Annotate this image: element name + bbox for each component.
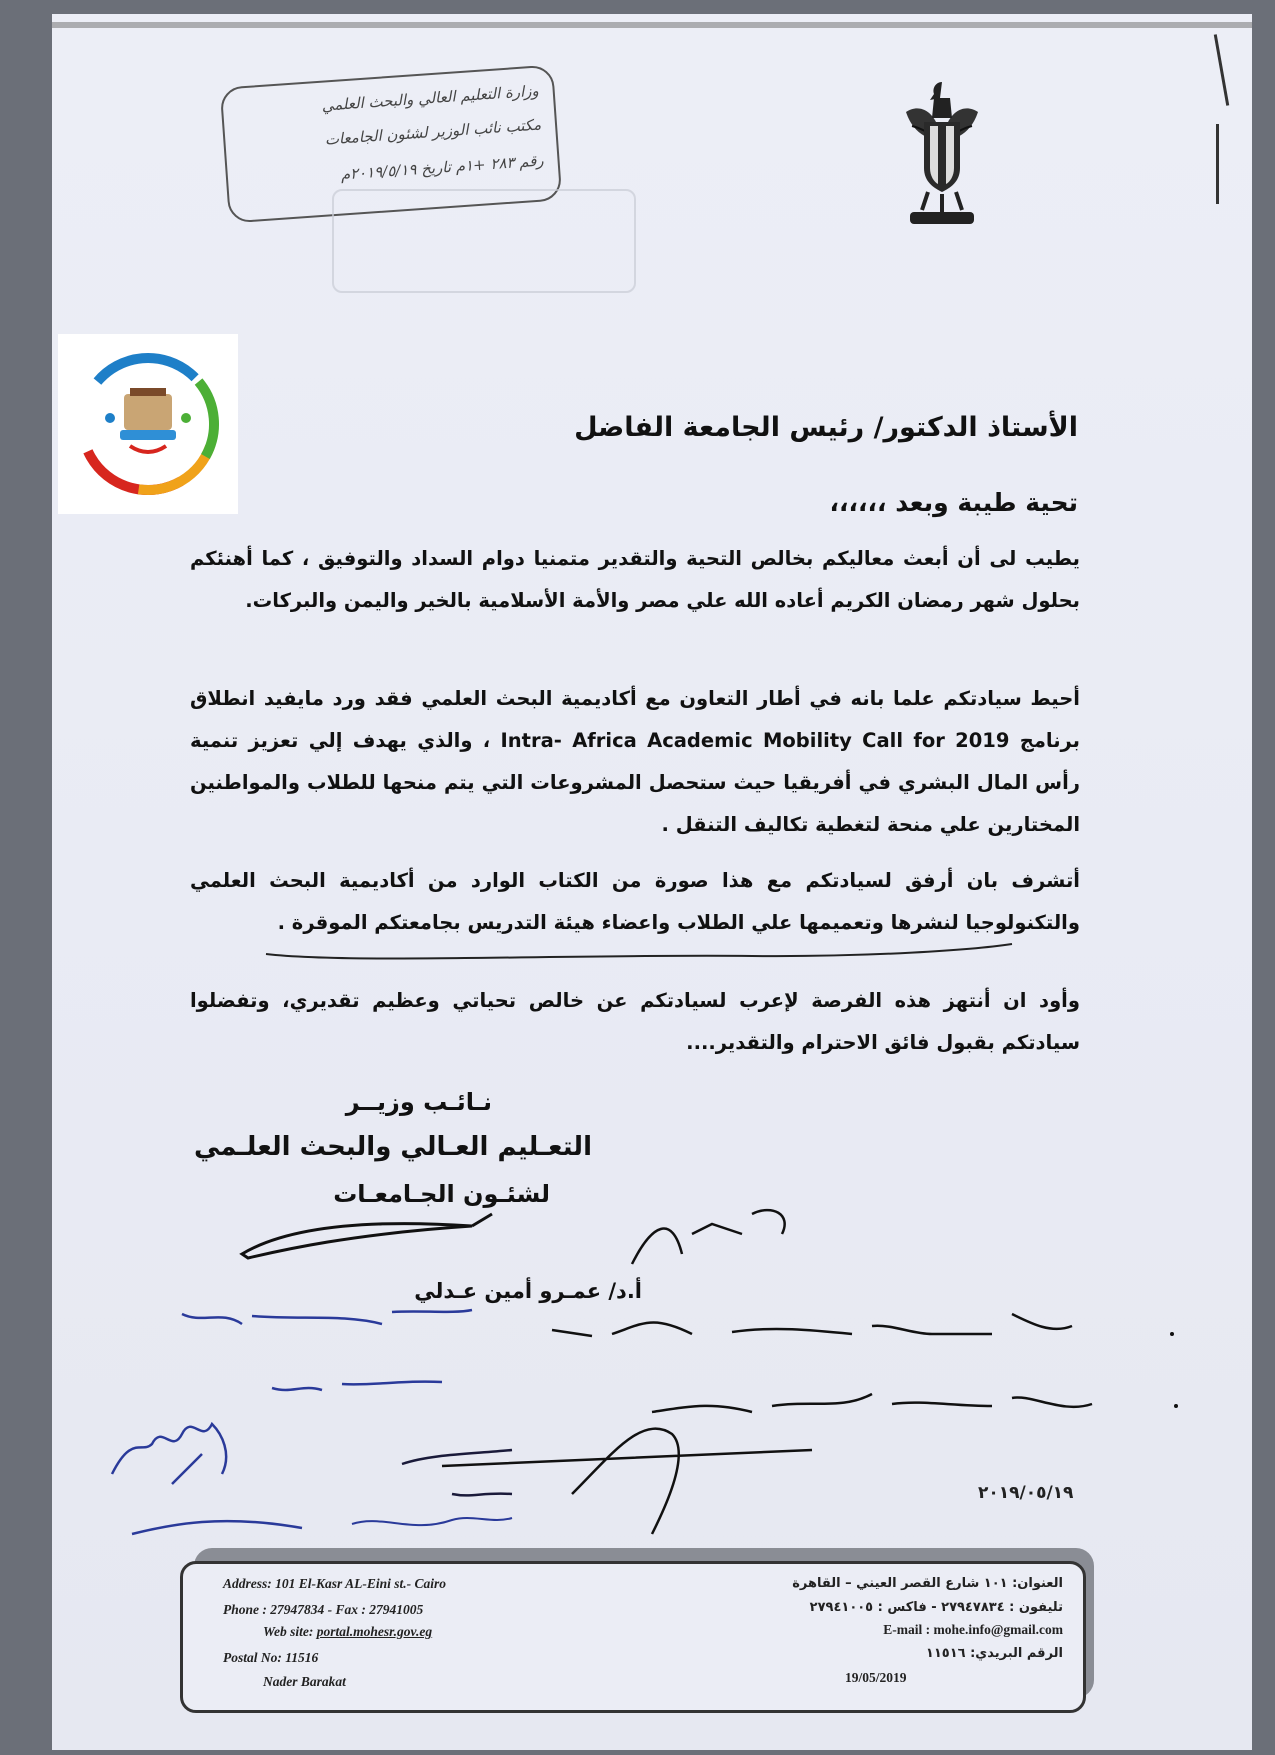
footer-signer-name: Nader Barakat [263, 1674, 346, 1689]
footer-phone-en: Phone : 27947834 - Fax : 27941005 [223, 1602, 424, 1617]
stamp-line-3: رقم ٢٨٣ +١م تاريخ ٢٠١٩/٥/١٩م [340, 151, 545, 184]
footer-website-link[interactable]: portal.mohesr.gov.eg [316, 1624, 433, 1639]
handwritten-line-1 [552, 1314, 1072, 1336]
letter-footer [180, 1561, 1086, 1713]
footer-website-line [263, 1624, 432, 1640]
blue-handwriting-1 [182, 1310, 472, 1324]
scanned-letter [52, 14, 1252, 1750]
signatory-name: أ.د/ عمـرو أمين عـدلي [414, 1279, 642, 1303]
handwritten-note [632, 1210, 785, 1264]
letter-greeting: تحية طيبة وبعد ،،،،،، [829, 488, 1078, 517]
footer-address-ar: العنوان: ١٠١ شارع القصر العيني – القاهرة [792, 1576, 1063, 1591]
handwritten-line-2 [652, 1394, 1092, 1412]
blue-signature [112, 1424, 226, 1484]
paragraph-1: يطيب لى أن أبعث معاليكم بخالص التحية والتقدير متمنيا دوام السداد والتوفيق ، كما أهنئكم بحلول شهر رمضان الكريم أعاده الله علي مصر والأمة الأسلامية بالخير واليمن والبركات. [190, 547, 1080, 612]
paragraph-4: وأود ان أنتهز هذه الفرصة لإعرب لسيادتكم عن خالص تحياتي وعظيم تقديري، وتفضلوا سيادتكم بقبول فائق الاحترام والتقدير.... [190, 989, 1080, 1054]
footer-website-label: Web site: [263, 1624, 317, 1639]
signature-title-2: التعـليم العـالي والبحث العلـمي [194, 1132, 592, 1162]
footer-postal-en: Postal No: 11516 [223, 1650, 319, 1665]
letter-date-arabic: ٢٠١٩/٠٥/١٩ [978, 1483, 1074, 1503]
official-signature [242, 1224, 472, 1258]
footer-phone-ar: تليفون : ٢٧٩٤٧٨٣٤ - فاكس : ٢٧٩٤١٠٠٥ [809, 1600, 1063, 1615]
footer-address-en: Address: 101 El-Kasr AL-Eini st.- Cairo [223, 1576, 447, 1591]
footer-email[interactable]: E-mail : mohe.info@gmail.com [883, 1622, 1063, 1637]
footer-date: 19/05/2019 [845, 1670, 907, 1685]
signature-title-1: نـائـب وزيــر [345, 1088, 492, 1116]
stamp-line-1: وزارة التعليم العالي والبحث العلمي [321, 81, 540, 115]
paragraph-3: أتشرف بان أرفق لسيادتكم مع هذا صورة من الكتاب الوارد من أكاديمية البحث العلمي والتكنولوجيا لنشرها وتعميمها علي الطلاب واعضاء هيئة التدريس بجامعتكم الموقرة . [190, 869, 1080, 934]
footer-postal-ar: الرقم البريدي: ١١٥١٦ [925, 1646, 1063, 1661]
paragraph-2: أحيط سيادتكم علما بانه في أطار التعاون مع أكاديمية البحث العلمي فقد ورد مايفيد انطلاق برنامج Intra- Africa Academic Mobility Call for 2019 ، والذي يهدف إلي تعزيز تنمية رأس المال البشري في أفريقيا حيث ستحصل المشروعات التي يتم منحها للطلاب والمواطنين المختارين علي منحة لتغطية تكاليف التنقل . [190, 687, 1081, 836]
signature-title-3: لشئـون الجـامعـات [333, 1180, 550, 1208]
pen-underline [266, 944, 1012, 959]
letter-addressee: الأستاذ الدكتور/ رئيس الجامعة الفاضل [574, 412, 1078, 443]
handwritten-annotations [52, 14, 1252, 1750]
blue-handwriting-2 [272, 1382, 442, 1390]
stamp-line-2: مكتب نائب الوزير لشئون الجامعات [324, 115, 542, 149]
